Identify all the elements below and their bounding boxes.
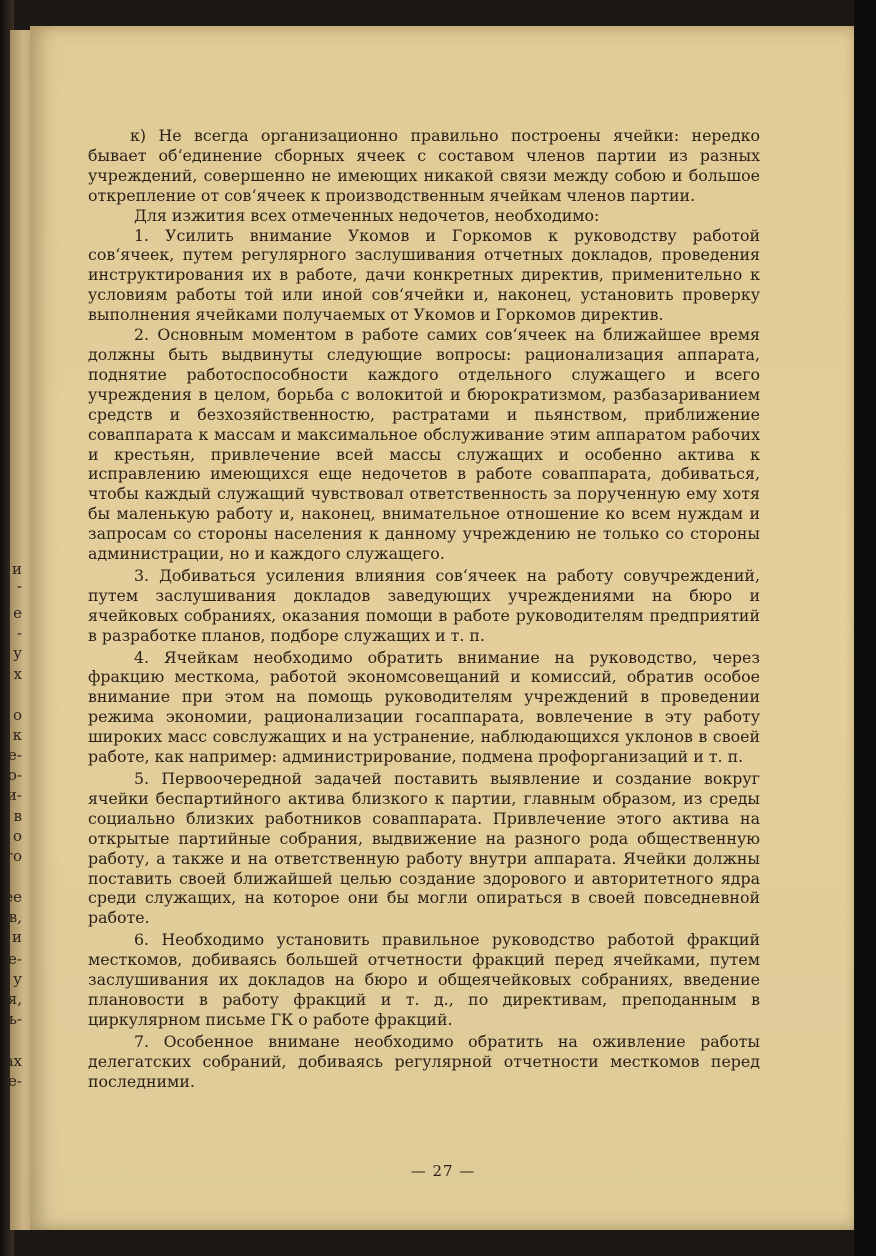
fragment: к [12,726,22,744]
fragment: о [12,827,22,845]
fragment: и [12,560,22,578]
paragraph-intro: Для изжития всех отмеченных недочетов, необходимо: [134,205,600,225]
paragraph-6: 6. Необходимо установить правильное руководство работой фракций месткомов, добиваясь большей отчетности фракций перед ячейками, путем заслушивания их докладов на бюро и общеячейковых собраниях, введение плановости в работу фракций и т. д., по директивам, преподанным в циркулярном письме ГК о работе фракций. [88,930,760,1029]
paragraph-7: 7. Особенное внимане необходимо обратить на оживление работы делегатских собраний, добиваясь регулярной отчетности месткомов перед последними. [88,1031,760,1091]
fragment: о [12,706,22,724]
fragment: - [16,624,22,642]
fragment: е- [8,1072,22,1090]
fragment: х [13,665,22,683]
paragraph-5: 5. Первоочередной задачей поставить выявление и создание вокруг ячейки беспартийного актива близкого к партии, главным образом, из среды социально близких работников совaппарата. Привлечение этого актива на открытые партийные собрания, выдвижение на разного рода общественную работу, а также и на ответственную работу внутри аппарата. Ячейки должны поставить своей ближайшей целью создание здорового и авторитетного ядра среди служащих, на которое они бы могли опираться в своей повседневной работе. [88,769,760,928]
fragment: я, [7,990,22,1008]
fragment: ах [4,1052,22,1070]
paragraph-1: 1. Усилить внимание Укомов и Горкомов к руководству работой сов‘ячеек, путем регулярного заслушивания отчетных докладов, проведения инструктирования их в работе, дачи конкретных директив, применительно к условиям работы той или иной сов‘ячейки и, наконец, установить проверку выполнения ячейками получаемых от Укомов и Горкомов директив. [88,225,760,325]
book-page [30,26,856,1230]
paragraph-3: 3. Добиваться усиления влияния сов‘ячеек на работу совучреждений, путем заслушивания докладов заведующих учреждениями на бюро и ячейковых собраниях, оказания помощи в работе руководителям предприятий в разработке планов, подборе служащих и т. п. [88,565,760,645]
scan-border [854,0,876,1256]
page-body [88,126,760,1092]
fragment: и- [6,786,22,804]
fragment: го [5,847,22,865]
fragment: е- [8,746,22,764]
paragraph-k: к) Не всегда организационно правильно построены ячейки: нередко бывает об‘единение сборных ячеек с составом членов партии из разных учреждений, совершенно не имеющих никакой связи между собою и большое открепление от сов‘ячеек к производственным ячейкам членов партии. [88,126,760,205]
fragment: е [13,604,22,622]
fragment: ь- [8,1010,22,1028]
fragment: в, [8,908,22,926]
fragment: у [13,644,22,662]
facing-page-text-fragments [0,560,22,1120]
paragraph-4: 4. Ячейкам необходимо обратить внимание на руководство, через фракцию месткома, работой экономсовещаний и комиссий, обратив особое внимание при этом на помощь руководителям учреждений в проведении режима экономии, рационализации госаппарата, вовлечение в эту работу широких масс совслужащих и на устранение, наблюдающихся уклонов в своей работе, как например: администрирование, подмена профорганизаций и т. п. [88,647,760,767]
page-number: — 27 — [410,1162,476,1180]
fragment: о- [7,766,22,784]
fragment: в [13,807,22,825]
fragment: у [13,970,22,988]
paragraph-2: 2. Основным моментом в работе самих сов‘ячеек на ближайшее время должны быть выдвинуты следующие вопросы: рационализация аппарата, поднятие работоспособности каждого отдельного служащего и всего учреждения в целом, борьба с волокитой и бюрократизмом, разбазариванием средств и безхозяйственностю, растратами и пьянством, приближение совaппарата к массам и максимальное обслуживание этим аппаратом рабочих и крестьян, привлечение всей массы служащих и особенно актива к исправлению имеющихся еще недочетов в работе совaппарата, добиваться, чтобы каждый служащий чувствовал ответственность за порученную ему хотя бы маленькую работу и, наконец, внимательное отношение ко всем нуждам и запросам со стороны населения к данному учреждению не только со стороны администрации, но и каждого служащего. [88,325,760,564]
fragment: ее [4,888,22,906]
fragment: и [12,928,22,946]
fragment: - [16,577,22,595]
fragment: е- [8,950,22,968]
